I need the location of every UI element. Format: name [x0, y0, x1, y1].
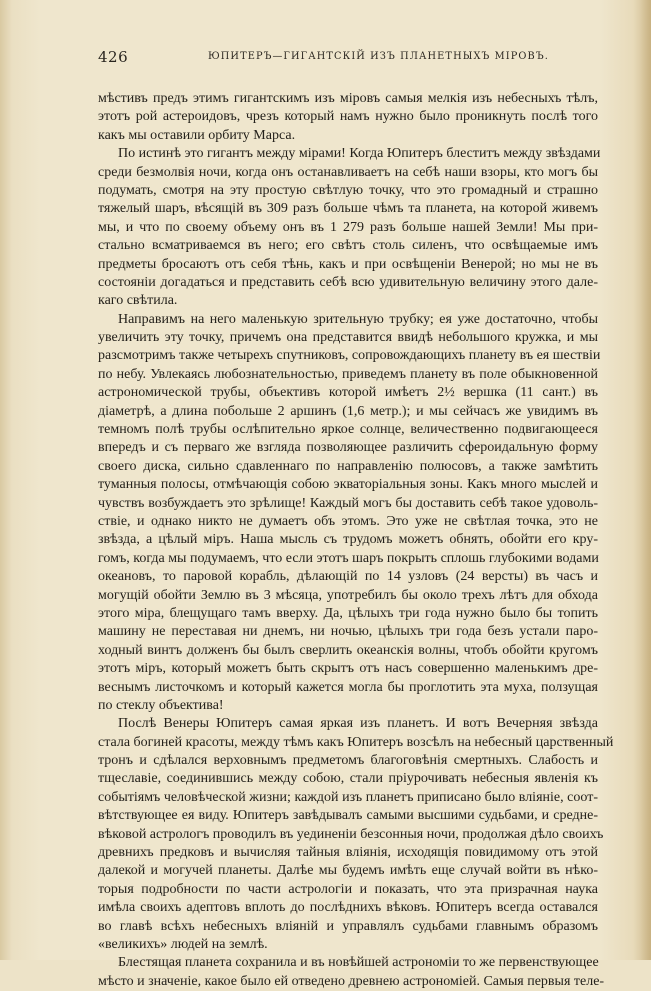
text-line: тяжелый шаръ, вѣсящій въ 309 разъ больше чѣмъ та планета, на которой живемъ: [98, 201, 598, 217]
text-line: имѣла своихъ адептовъ вплоть до послѣднихъ вѣковъ. Юпитеръ всегда оставался: [98, 900, 598, 916]
text-line: впередъ и съ перваго же взгляда позволяющее различить сфероидальную форму: [98, 440, 598, 456]
text-line: тщеславіе, соединившись между собою, стали пріурочивать небесныя явленія къ: [98, 771, 598, 787]
text-line: подумать, смотря на эту простую свѣтлую точку, что это громадный и страшно: [98, 182, 598, 198]
text-line: стально всматриваемся въ него; его свѣтъ столь силенъ, что освѣщаемые имъ: [98, 238, 598, 254]
text-line: ходный винтъ долженъ бы былъ сверлить океанскія волны, чтобъ обойти кругомъ: [98, 642, 598, 658]
text-line: разсмотримъ также четырехъ спутниковъ, сопровождающихъ планету въ ея шествіи: [98, 348, 601, 364]
text-line: этотъ рой астероидовъ, чрезъ который намъ нужно было проникнуть послѣ того: [98, 109, 598, 125]
page-number: 426: [98, 48, 129, 66]
text-line: машину не переставая ни днемъ, ни ночью, цѣлыхъ три года безъ устали паро-: [98, 624, 598, 640]
text-line: гомъ, когда мы подумаемъ, что если этотъ шаръ покрыть сплошь глубокими водами: [98, 550, 599, 566]
text-line: звѣзда, а цѣлый міръ. Наша мысль съ трудомъ можетъ обнять, обойти его кру-: [98, 532, 598, 548]
text-line: какъ мы оставили орбиту Марса.: [98, 127, 296, 143]
text-line: среди безмолвія ночи, когда онъ останавливаетъ на себѣ наши взоры, кто могъ бы: [98, 164, 598, 180]
text-line: древнихъ предковъ и вычисляя тайныя вліянія, исходящія повидимому отъ этой: [98, 845, 598, 861]
text-line: ствіе, и однако никто не думаетъ объ этомъ. Это уже не свѣтлая точка, это не: [98, 513, 598, 529]
text-line: По истинѣ это гигантъ между мірами! Когда Юпитеръ блеститъ между звѣздами: [118, 146, 601, 162]
text-line: мѣстивъ предъ этимъ гигантскимъ изъ міровъ самыя мелкія изъ небесныхъ тѣлъ,: [98, 91, 598, 106]
text-line: далекой и могучей планеты. Далѣе мы будемъ имѣть еще случай войти въ нѣко-: [98, 863, 598, 879]
text-line: мѣсто и значеніе, какое было ей отведено древнею астрономіей. Самыя первыя теле-: [98, 973, 605, 989]
body-text: [98, 90, 614, 991]
text-line: событіямъ человѣческой жизни; каждой изъ планетъ приписано было вліяніе, соот-: [98, 789, 598, 805]
text-line: чувствъ возбуждаетъ это зрѣлище! Каждый могъ бы доставить себѣ такое удоволь-: [98, 495, 598, 511]
text-line: могущій обойти Землю въ 3 мѣсяца, употребилъ бы около трехъ лѣтъ для обхода: [98, 587, 598, 603]
text-line: веснымъ листочкомъ и который кажется могла бы проглотить эта муха, ползущая: [98, 679, 598, 695]
text-line: этого міра, блещущаго тамъ вверху. Да, цѣлыхъ три года нужно было бы топить: [98, 605, 598, 621]
text-line: діаметрѣ, а длина побольше 2 аршинъ (1,6 метр.); и мы сейчасъ же увидимъ въ: [98, 403, 598, 419]
text-line: океановъ, то паровой корабль, дѣлающій по 14 узловъ (24 версты) въ часъ и: [98, 569, 598, 585]
text-line: мы, и что по своему объему онъ въ 1 279 разъ больше нашей Земли! Мы при-: [98, 219, 598, 235]
text-line: торыя подробности по части астрологіи и показать, что эта призрачная наука: [98, 881, 598, 897]
text-line: вѣтствующее ея виду. Юпитеръ завѣдывалъ самыми высшими судьбами, и средне-: [98, 808, 598, 824]
running-title: ЮПИТЕРЪ—ГИГАНТСКІЙ ИЗЪ ПЛАНЕТНЫХЪ МІРОВЪ.: [208, 51, 549, 62]
text-line: астрономической трубы, объективъ которой имѣетъ 2½ вершка (11 сант.) въ: [98, 385, 598, 401]
text-line: состояніи догадаться и представить себѣ всю удивительную величину этого дале-: [98, 274, 598, 290]
text-line: Направимъ на него маленькую зрительную трубку; ея уже достаточно, чтобы: [118, 311, 598, 327]
text-line: вѣковой астрологъ проводилъ въ уединеніи безсонныя ночи, продолжая дѣло своихъ: [98, 826, 604, 842]
text-line: своего диска, сильно сдавленнаго по направленію полюсовъ, а также замѣтить: [98, 458, 598, 474]
text-line: тронъ и сдѣлался верховнымъ предметомъ благоговѣнія смертныхъ. Слабость и: [98, 753, 598, 769]
text-line: Послѣ Венеры Юпитеръ самая яркая изъ планетъ. И вотъ Вечерняя звѣзда: [118, 716, 598, 732]
text-line: стала богиней красоты, между тѣмъ какъ Юпитеръ возсѣлъ на небесный царственный: [98, 734, 614, 750]
text-line: этотъ міръ, который можетъ быть скрытъ отъ насъ совершенно маленькимъ дре-: [98, 661, 598, 677]
text-line: по небу. Увлекаясь любознательностью, приведемъ планету въ поле обыкновенной: [98, 366, 598, 382]
text-line: по стеклу объектива!: [98, 697, 224, 713]
text-line: «великихъ» людей на землѣ.: [98, 936, 268, 952]
text-line: темномъ полѣ трубы ослѣпительно яркое солнце, величественно подвигающееся: [98, 422, 598, 438]
text-line: каго свѣтила.: [98, 293, 178, 309]
text-line: туманныя полосы, отмѣчающія собою экваторіальныя зоны. Какъ много мыслей и: [98, 477, 598, 493]
text-line: Блестящая планета сохранила и въ новѣйшей астрономіи то же первенствующее: [118, 955, 599, 971]
text-line: предметы бросаютъ отъ себя тѣнь, какъ и при освѣщеніи Венерой; но мы не въ: [98, 256, 598, 272]
text-line: во главѣ всѣхъ небесныхъ вліяній и управлялъ судьбами главнымъ образомъ: [98, 918, 598, 934]
text-line: увеличить эту точку, причемъ она представится ввидѣ небольшого кружка, и мы: [98, 330, 598, 346]
page-header: [98, 48, 598, 70]
